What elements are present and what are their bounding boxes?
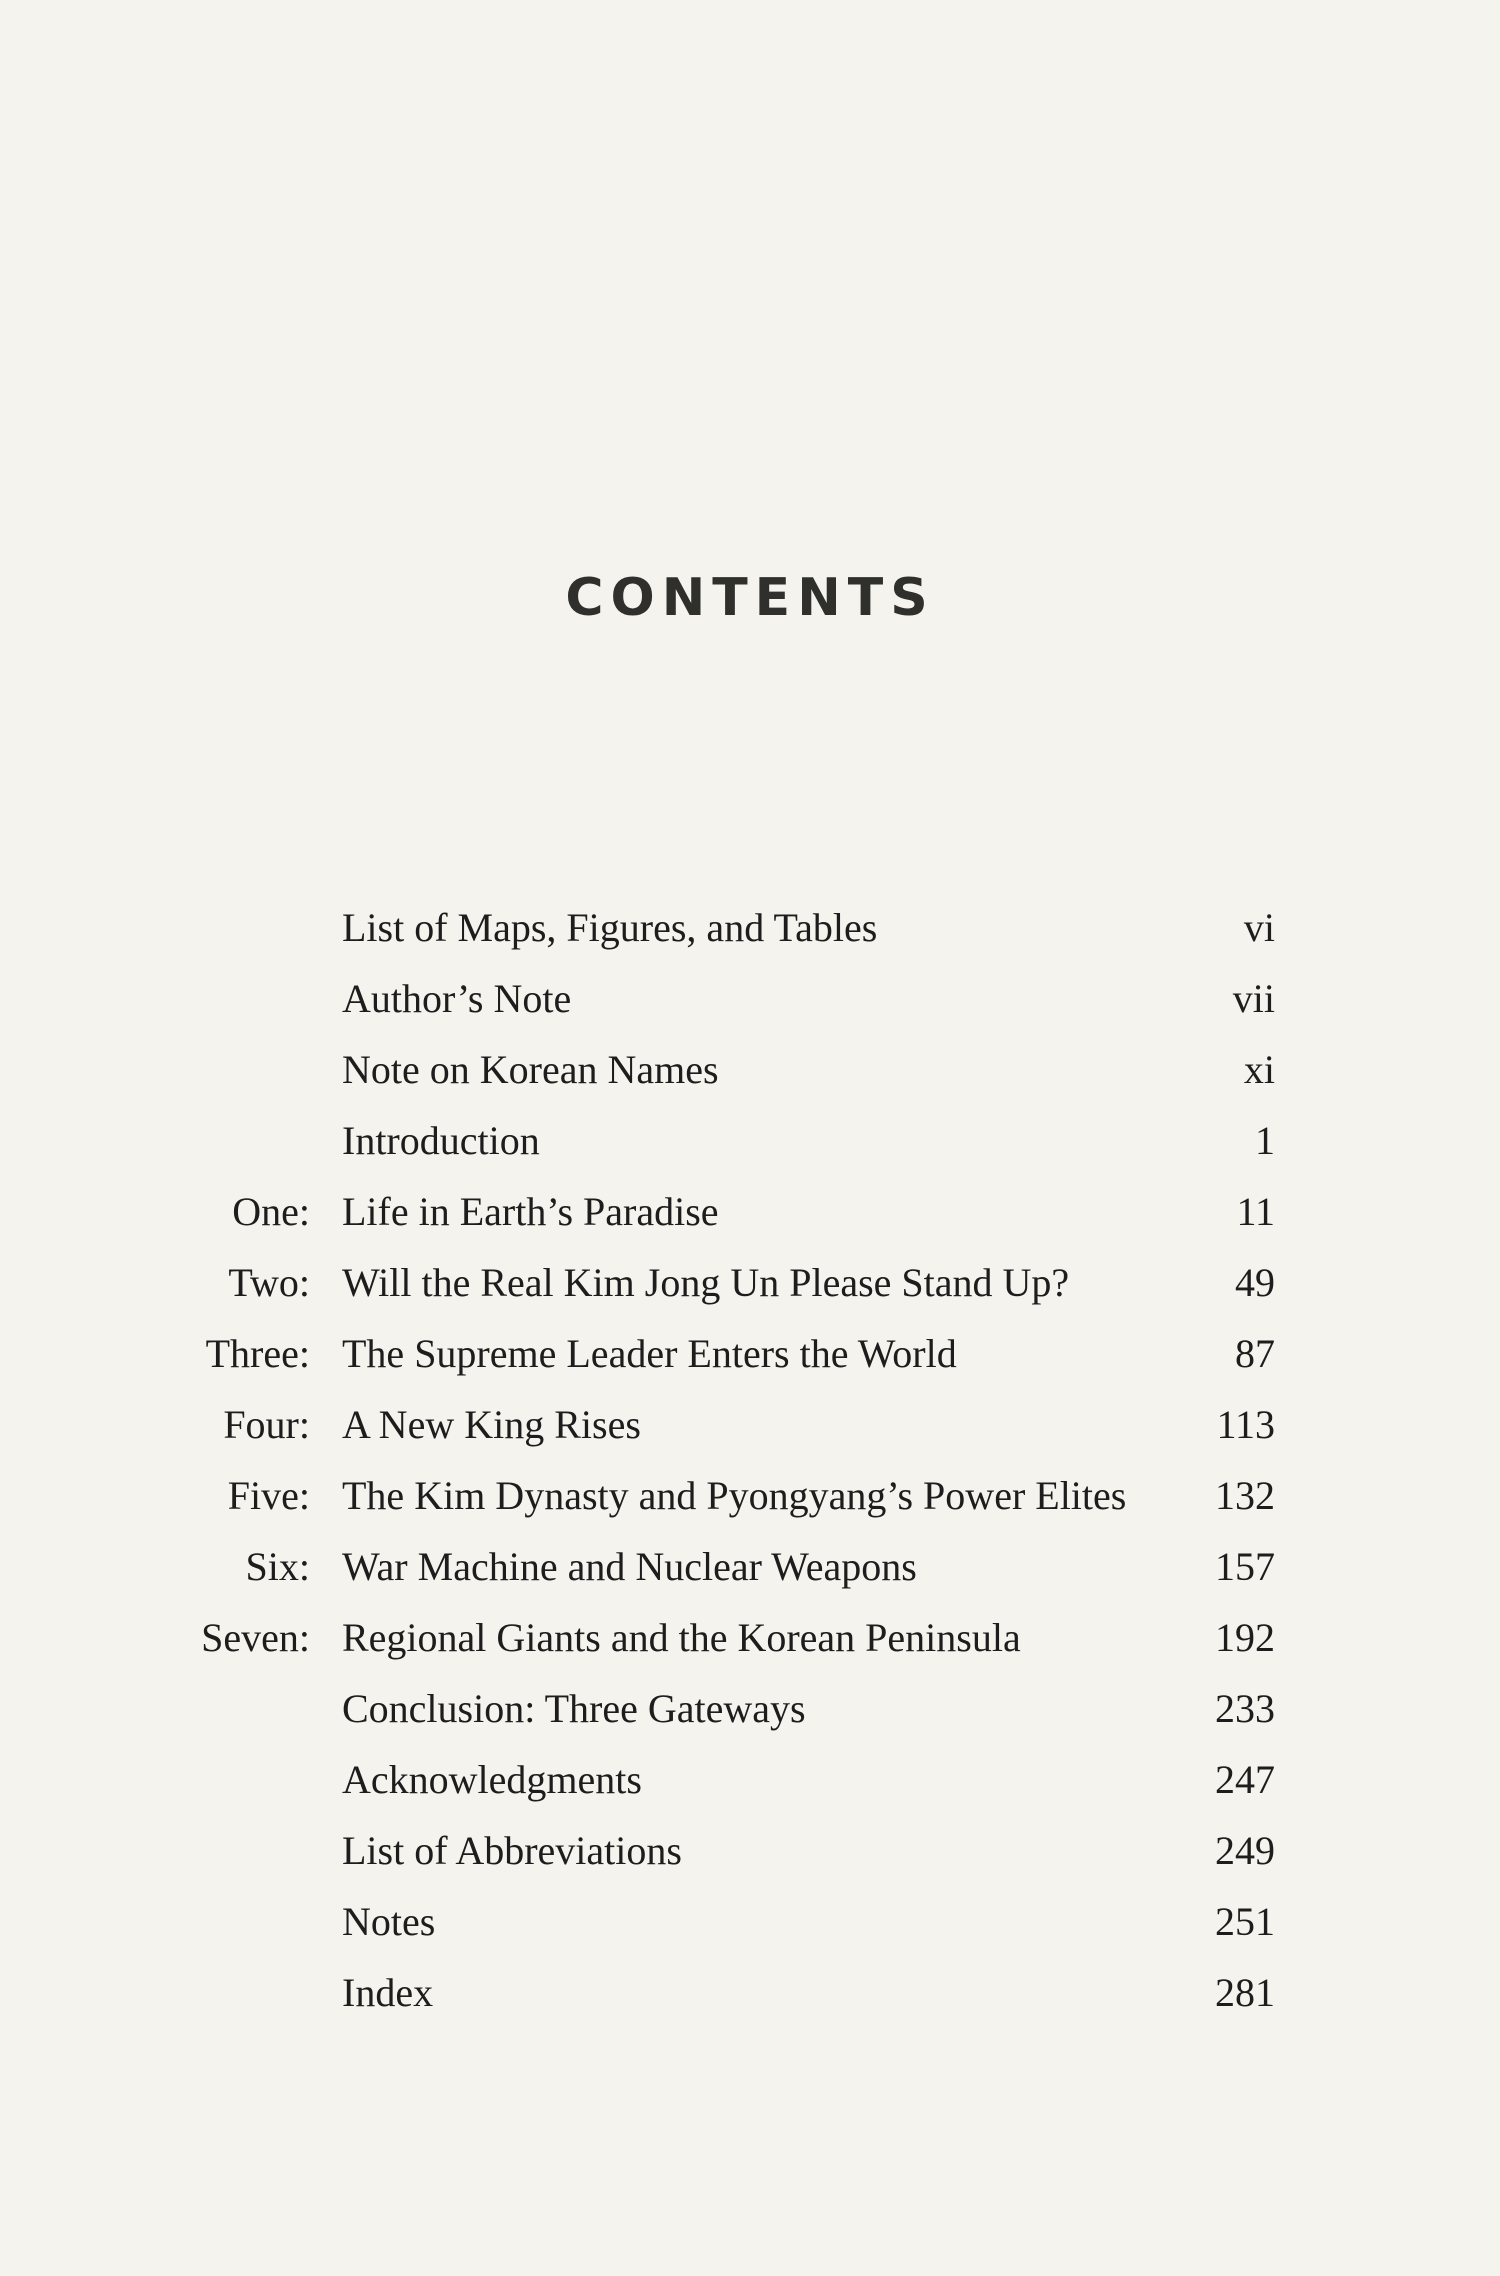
toc-entry-page-number: 251	[1215, 1899, 1275, 1944]
toc-entry-page-number: 249	[1215, 1828, 1275, 1873]
toc-entry	[0, 1963, 1500, 2034]
toc-entry-title: Introduction	[342, 1118, 540, 1163]
toc-entry	[0, 1395, 1500, 1466]
toc-entry	[0, 1111, 1500, 1182]
toc-entry-page-number: 157	[1215, 1544, 1275, 1589]
toc-entry-title: Note on Korean Names	[342, 1047, 719, 1092]
toc-entry-page-number: vi	[1243, 905, 1275, 950]
toc-entry	[0, 1608, 1500, 1679]
toc-entry	[0, 1324, 1500, 1395]
table-of-contents	[0, 898, 1500, 2034]
toc-entry-chapter-number: Two:	[228, 1260, 310, 1305]
toc-entry	[0, 898, 1500, 969]
toc-entry-page-number: 281	[1215, 1970, 1275, 2015]
toc-entry	[0, 1821, 1500, 1892]
toc-entry-title: Acknowledgments	[342, 1757, 642, 1802]
toc-entry-page-number: 113	[1216, 1402, 1275, 1447]
toc-entry-title: Conclusion: Three Gateways	[342, 1686, 806, 1731]
toc-entry-page-number: vii	[1232, 976, 1275, 1021]
toc-entry-chapter-number: One:	[232, 1189, 310, 1234]
toc-entry	[0, 1182, 1500, 1253]
toc-entry-title: The Supreme Leader Enters the World	[342, 1331, 957, 1376]
toc-entry-chapter-number: Six:	[245, 1544, 310, 1589]
toc-entry	[0, 1537, 1500, 1608]
toc-entry-title: War Machine and Nuclear Weapons	[342, 1544, 917, 1589]
toc-entry-page-number: 192	[1215, 1615, 1275, 1660]
toc-entry-title: Regional Giants and the Korean Peninsula	[342, 1615, 1021, 1660]
toc-entry	[0, 1679, 1500, 1750]
toc-entry-title: Life in Earth’s Paradise	[342, 1189, 719, 1234]
toc-entry-title: Index	[342, 1970, 434, 2015]
page-title: CONTENTS	[565, 568, 935, 628]
toc-entry-page-number: 87	[1235, 1331, 1275, 1376]
toc-entry	[0, 1040, 1500, 1111]
toc-entry	[0, 1750, 1500, 1821]
toc-entry	[0, 1892, 1500, 1963]
toc-entry-page-number: xi	[1243, 1047, 1275, 1092]
toc-entry-title: List of Abbreviations	[342, 1828, 682, 1873]
toc-entry-title: List of Maps, Figures, and Tables	[342, 905, 878, 950]
toc-entry-page-number: 49	[1235, 1260, 1275, 1305]
toc-entry-page-number: 132	[1215, 1473, 1275, 1518]
toc-entry	[0, 1466, 1500, 1537]
toc-entry-page-number: 233	[1215, 1686, 1275, 1731]
toc-entry-chapter-number: Three:	[205, 1331, 310, 1376]
toc-entry-title: Author’s Note	[342, 976, 572, 1021]
toc-entry-chapter-number: Five:	[227, 1473, 310, 1518]
toc-entry-page-number: 1	[1255, 1118, 1275, 1163]
toc-entry-title: A New King Rises	[342, 1402, 641, 1447]
toc-entry-page-number: 11	[1236, 1189, 1275, 1234]
toc-entry-title: Will the Real Kim Jong Un Please Stand Up?	[342, 1260, 1070, 1305]
toc-entry-title: Notes	[342, 1899, 436, 1944]
toc-entry-chapter-number: Seven:	[201, 1615, 310, 1660]
toc-entry-title: The Kim Dynasty and Pyongyang’s Power Elites	[342, 1473, 1127, 1518]
toc-entry	[0, 969, 1500, 1040]
toc-entry	[0, 1253, 1500, 1324]
toc-entry-chapter-number: Four:	[223, 1402, 310, 1447]
toc-entry-page-number: 247	[1215, 1757, 1275, 1802]
